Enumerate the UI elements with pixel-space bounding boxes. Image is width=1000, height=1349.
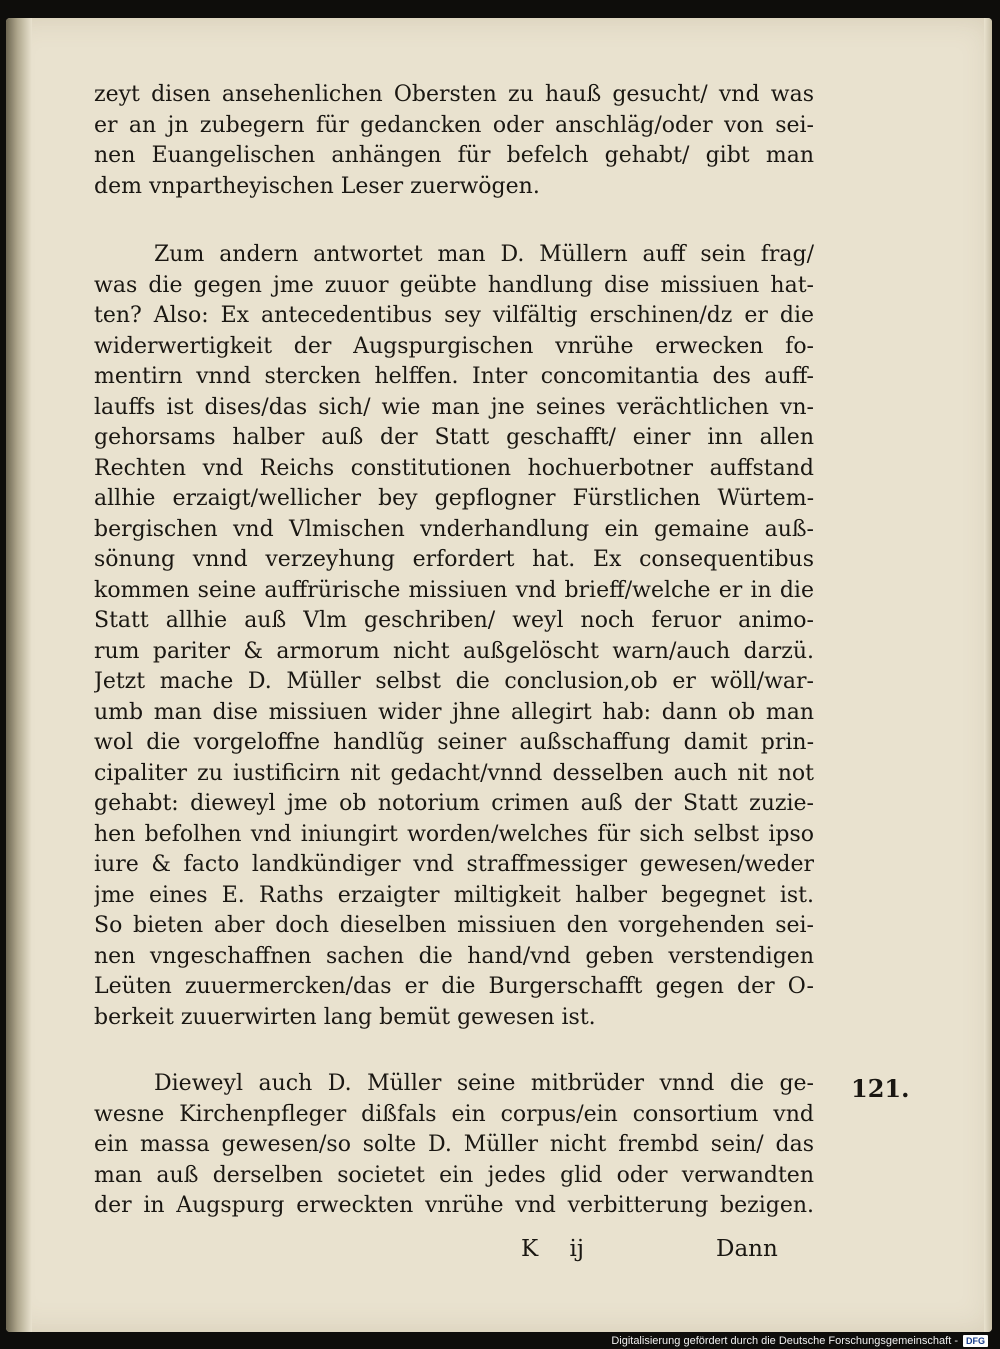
digitization-credit — [611, 1334, 988, 1348]
paragraph-1 — [94, 80, 814, 202]
text-line: rum pariter & armorum nicht außgelöscht warn/auch darzü. — [94, 638, 814, 664]
text-line: der in Augspurg erweckten vnrühe vnd verbitterung bezigen. — [94, 1193, 814, 1218]
text-line: berkeit zuuerwirten lang bemüt gewesen ist. — [94, 1004, 596, 1030]
text-line: So bieten aber doch dieselben missiuen den vorgehenden sei- — [94, 913, 814, 938]
text-line: er an jn zubegern für gedancken oder anschläg/oder von sei- — [94, 112, 814, 138]
text-line: ein massa gewesen/so solte D. Müller nicht frembd sein/ das — [94, 1132, 814, 1157]
text-line: ten? Also: Ex antecedentibus sey vilfältig erschinen/dz er die — [94, 303, 814, 328]
text-line: Jetzt mache D. Müller selbst die conclusion,ob er wöll/war- — [94, 669, 814, 694]
dfg-logo-icon: DFG — [963, 1335, 988, 1347]
credit-text: Digitalisierung gefördert durch die Deutsche Forschungsgemeinschaft - — [611, 1335, 958, 1347]
text-line: gehabt: dieweyl jme ob notorium crimen auß der Statt zuzie- — [94, 791, 814, 816]
text-line: sönung vnnd verzeyhung erfordert hat. Ex consequentibus — [94, 547, 814, 572]
text-line: Zum andern antwortet man D. Müllern auff sein frag/ — [154, 242, 814, 267]
text-line: iure & facto landkündiger vnd straffmessiger gewesen/weder — [94, 852, 814, 877]
text-line: umb man dise missiuen wider jhne allegirt hab: dann ob man — [94, 699, 814, 725]
text-line: wol die vorgeloffne handlũg seiner außschaffung damit prin- — [94, 730, 814, 755]
text-line: man auß derselben societet ein jedes glid oder verwandten — [94, 1162, 814, 1188]
catchword: Dann — [716, 1236, 778, 1262]
page-gutter-shadow — [6, 18, 32, 1332]
text-line: was die gegen jme zuuor geübte handlung dise missiuen hat- — [94, 272, 814, 298]
text-line: gehorsams halber auß der Statt geschafft/ einer inn allen — [94, 425, 814, 450]
text-line: dem vnpartheyischen Leser zuerwögen. — [94, 173, 540, 199]
text-line: Rechten vnd Reichs constitutionen hochuerbotner auffstand — [94, 455, 814, 481]
text-line: nen Euangelischen anhängen für befelch gehabt/ gibt man — [94, 143, 814, 168]
text-line: Statt allhie auß Vlm geschriben/ weyl noch feruor animo- — [94, 608, 814, 633]
text-line: widerwertigkeit der Augspurgischen vnrühe erwecken fo- — [94, 333, 814, 359]
book-page — [6, 18, 992, 1332]
text-line: bergischen vnd Vlmischen vnderhandlung ein gemaine auß- — [94, 516, 814, 542]
text-line: mentirn vnnd stercken helffen. Inter concomitantia des auff- — [94, 364, 814, 389]
text-line: lauffs ist dises/das sich/ wie man jne seines verächtlichen vn- — [94, 394, 814, 420]
text-line: jme eines E. Raths erzaigter miltigkeit halber begegnet ist. — [94, 882, 814, 908]
text-line: kommen seine auffrürische missiuen vnd brieff/welche er in die — [94, 577, 814, 603]
text-line: wesne Kirchenpfleger dißfals ein corpus/ein consortium vnd — [94, 1101, 814, 1127]
text-line: Leüten zuuermercken/das er die Burgerschafft gegen der O- — [94, 974, 814, 999]
text-line: cipaliter zu iustificirn nit gedacht/vnnd desselben auch nit not — [94, 760, 814, 786]
page-number: 121. — [851, 1074, 910, 1103]
text-line: zeyt disen ansehenlichen Obersten zu hauß gesucht/ vnd was — [94, 82, 814, 107]
page-edge — [984, 18, 992, 1332]
text-line: hen befolhen vnd iniungirt worden/welches für sich selbst ipso — [94, 821, 814, 847]
paragraph-2 — [94, 240, 814, 1033]
text-line: allhie erzaigt/wellicher bey gepflogner Fürstlichen Würtem- — [94, 486, 814, 511]
paragraph-3 — [94, 1069, 814, 1222]
text-line: nen vngeschaffnen sachen die hand/vnd geben verstendigen — [94, 943, 814, 969]
signature-mark: K ij — [521, 1236, 584, 1262]
text-line: Dieweyl auch D. Müller seine mitbrüder vnnd die ge- — [154, 1071, 814, 1096]
